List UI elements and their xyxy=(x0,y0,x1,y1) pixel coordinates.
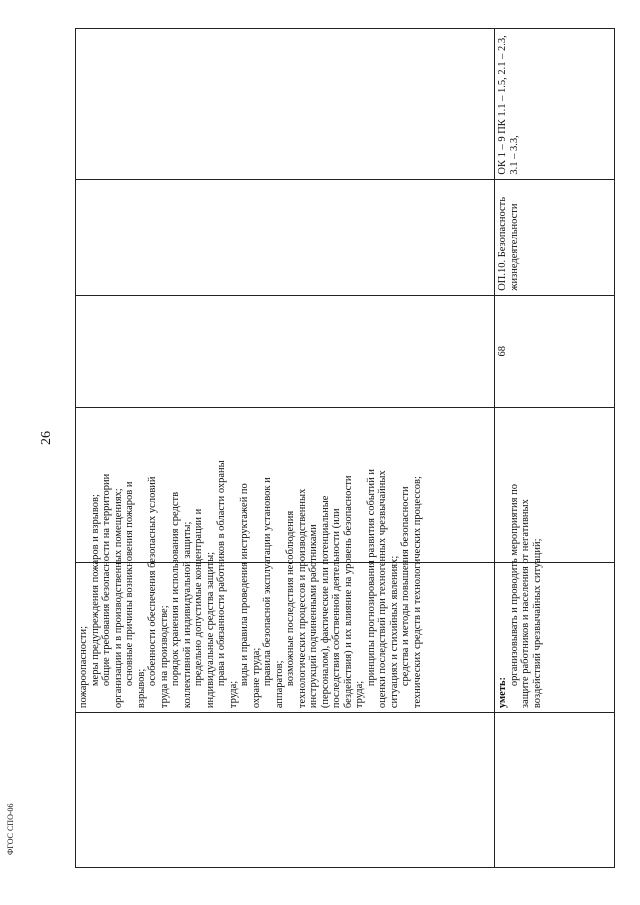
page-number: 26 xyxy=(39,431,54,445)
text-line: меры предупреждения пожаров и взрывов; xyxy=(89,494,101,687)
document-footer: ФГОС СПО-06 xyxy=(6,803,15,855)
text-line: охране труда; xyxy=(250,647,262,709)
text-line: аппаратов; xyxy=(273,660,285,709)
index-cell xyxy=(76,713,495,868)
text-line: пожароопасности; xyxy=(78,625,89,709)
text-line: права и обязанности работников в области охраны xyxy=(216,460,227,687)
rotated-table-container xyxy=(75,28,615,868)
text-line: принципы прогнозирования развития событий и xyxy=(365,469,377,687)
text-line: взрывов; xyxy=(135,668,147,709)
text-line: уметь: xyxy=(497,676,509,709)
text-line: технологических процессов и производственных xyxy=(296,488,308,709)
text-line: виды и правила проведения инструктажей по xyxy=(239,483,250,687)
text-line: технических средств и технологических процессов; xyxy=(411,476,423,709)
content-cell xyxy=(495,484,615,713)
text-line: инструкций подчиненными работниками xyxy=(308,524,319,709)
text-line: труда; xyxy=(227,680,239,709)
content-cell xyxy=(76,460,495,713)
index-cell xyxy=(495,713,615,868)
text-line: правила безопасной эксплуатации установок и xyxy=(262,477,273,687)
text-line: организовывать и проводить мероприятия по xyxy=(508,484,520,687)
discipline-cell xyxy=(76,179,495,295)
text-line: защите работников и населения от негативных xyxy=(520,499,532,709)
text-line: порядок хранения и использования средств xyxy=(170,491,181,687)
hours-cell: 68 xyxy=(495,295,615,407)
table-row xyxy=(76,29,495,868)
text-line: бездействия) и их влияние на уровень безопасности xyxy=(342,475,354,709)
text-line: последствия собственной деятельности (или xyxy=(331,508,342,709)
text-line: (персоналом), фактические или потенциальные xyxy=(319,495,331,709)
text-line: коллективной и индивидуальной защиты; xyxy=(181,521,193,709)
text-line: общие требования безопасности на территории xyxy=(101,473,112,687)
text-line: индивидуальные средства защиты; xyxy=(204,551,216,709)
text-line: труда на производстве; xyxy=(158,605,170,709)
hours-cell xyxy=(76,295,495,407)
text-line: оценки последствий при техногенных чрезвычайных xyxy=(377,470,388,709)
text-line: труда; xyxy=(354,680,365,709)
text-line: возможные последствия несоблюдения xyxy=(285,510,296,687)
text-line: основные причины возникновения пожаров и xyxy=(124,481,135,687)
curriculum-table xyxy=(75,28,615,868)
table-row xyxy=(495,29,615,868)
text-line: воздействий чрезвычайных ситуаций; xyxy=(531,538,543,709)
text-line: особенности обеспечения безопасных условий xyxy=(147,476,158,687)
text-line: организации и в производственных помещениях; xyxy=(112,488,124,709)
text-line: предельно допустимые концентрации и xyxy=(193,508,204,687)
discipline-cell: ОП.10. Безопасность жизнедеятельности xyxy=(495,179,615,295)
text-line: средства и методы повышения безопасности xyxy=(400,486,411,687)
text-line: ситуациях и стихийных явлениях; xyxy=(388,555,400,709)
competences-cell: ОК 1 – 9 ПК 1.1 – 1.5, 2.1 – 2.3, 3.1 – 3.3, xyxy=(495,29,615,180)
competences-cell xyxy=(76,29,495,180)
